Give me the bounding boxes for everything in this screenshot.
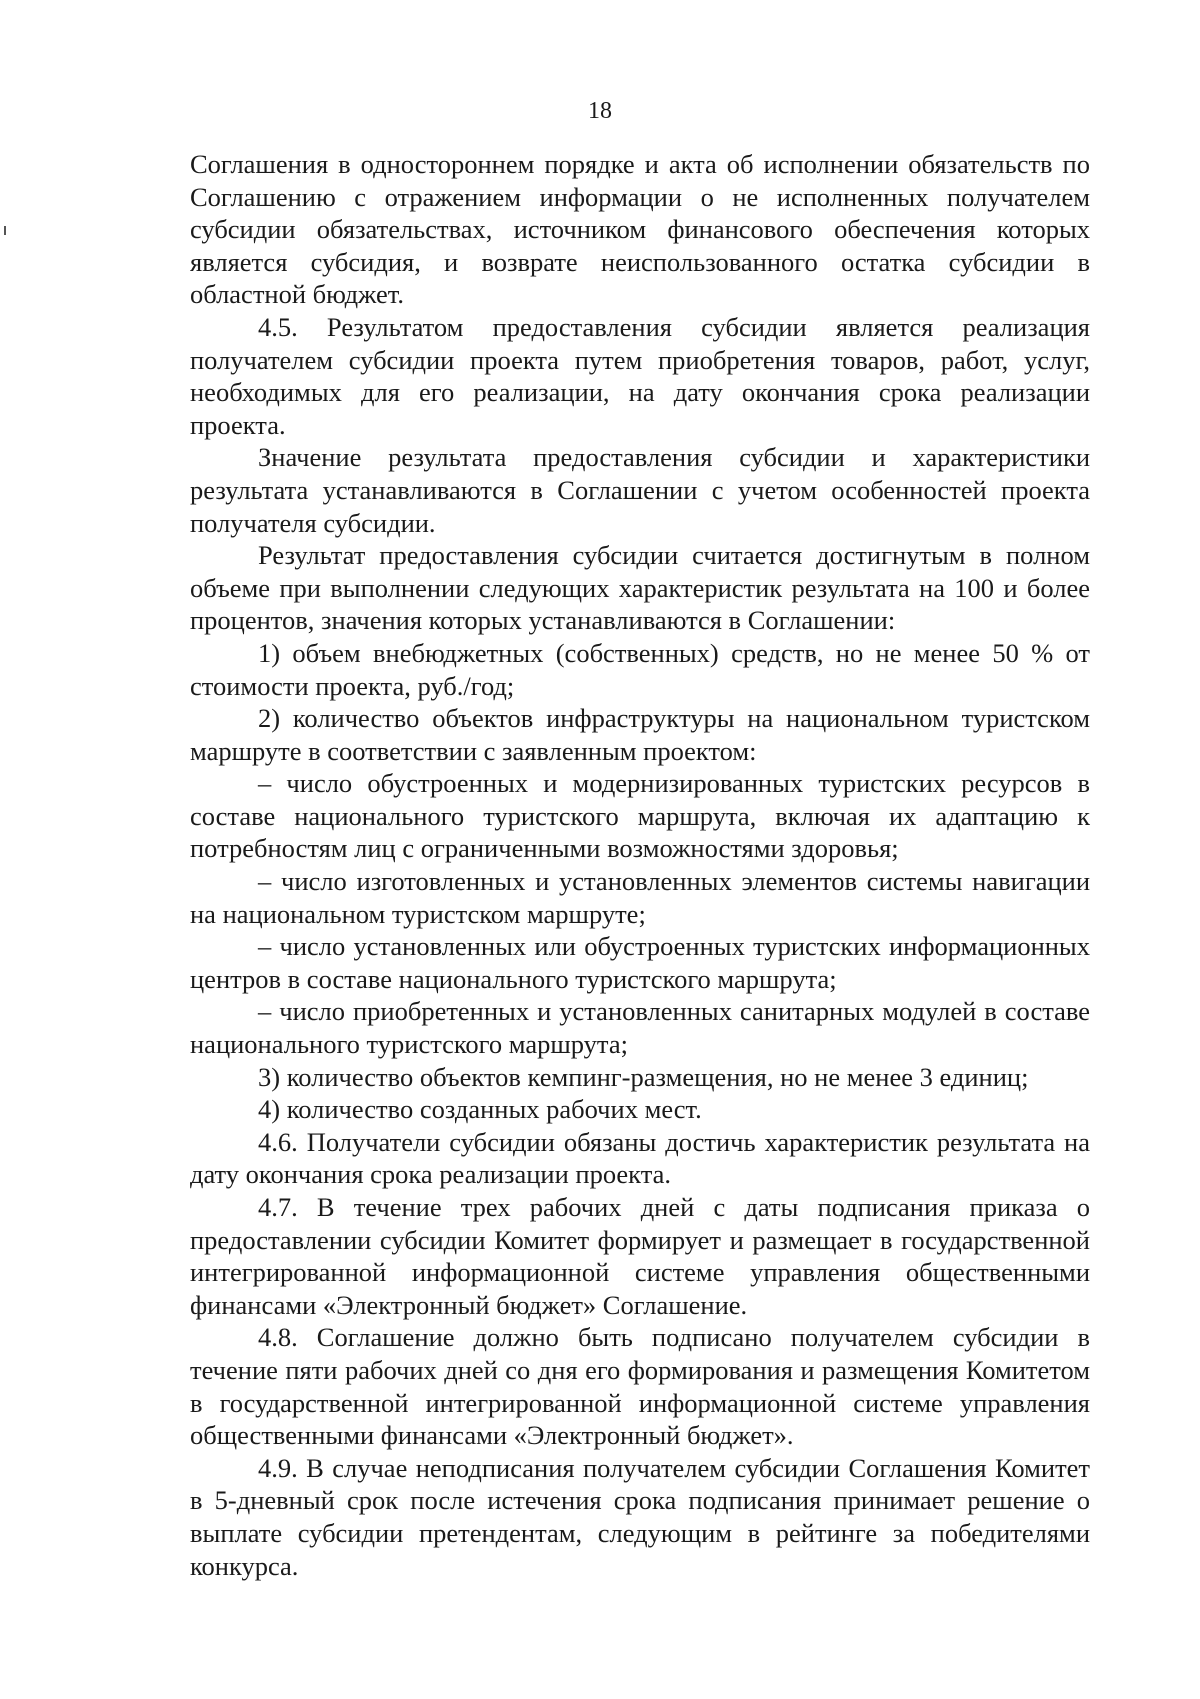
paragraph: – число приобретенных и установленных санитарных модулей в составе национального туристского маршрута; [190, 996, 1090, 1060]
paragraph: 2) количество объектов инфраструктуры на национальном туристском маршруте в соответствии с заявленным проектом: [190, 703, 1090, 766]
paragraph: Соглашения в одностороннем порядке и акта об исполнении обязательств по Соглашению с отражением информации о не исполненных получателем субсидии обязательствах, источником финансового обеспечения которых является субсидия, и возврате неиспользованного остатка субсидии в областной бюджет. [190, 149, 1090, 310]
paragraph: 4.7. В течение трех рабочих дней с даты подписания приказа о предоставлении субсидии Комитет формирует и размещает в государственной интегрированной информационной системе управления общественными финансами «Электронный бюджет» Соглашение. [190, 1192, 1090, 1320]
document-body [190, 148, 1090, 1582]
paragraph: – число изготовленных и установленных элементов системы навигации на национальном туристском маршруте; [190, 866, 1090, 929]
paragraph: 3) количество объектов кемпинг-размещения, но не менее 3 единиц; [258, 1061, 1029, 1092]
page-number: 18 [588, 98, 612, 124]
paragraph: 4) количество созданных рабочих мест. [258, 1094, 702, 1125]
paragraph: Результат предоставления субсидии считается достигнутым в полном объеме при выполнении следующих характеристик результата на 100 и более процентов, значения которых устанавливаются в Соглашении: [190, 540, 1090, 636]
paragraph: 4.6. Получатели субсидии обязаны достичь характеристик результата на дату окончания срока реализации проекта. [190, 1126, 1090, 1190]
paragraph: 4.8. Соглашение должно быть подписано получателем субсидии в течение пяти рабочих дней со дня его формирования и размещения Комитетом в государственной интегрированной информационной системе управления общественными финансами «Электронный бюджет». [190, 1322, 1090, 1451]
paragraph: 4.9. В случае неподписания получателем субсидии Соглашения Комитет в 5-дневный срок после истечения срока подписания принимает решение о выплате субсидии претендентам, следующим в рейтинге за победителями конкурса. [190, 1452, 1090, 1581]
scan-edge-mark [4, 226, 6, 235]
paragraph: – число обустроенных и модернизированных туристских ресурсов в составе национального туристского маршрута, включая их адаптацию к потребностям лиц с ограниченными возможностями здоровья; [190, 768, 1090, 864]
paragraph: – число установленных или обустроенных туристских информационных центров в составе национального туристского маршрута; [190, 931, 1090, 994]
paragraph: 4.5. Результатом предоставления субсидии является реализация получателем субсидии проекта путем приобретения товаров, работ, услуг, необходимых для его реализации, на дату окончания срока реализации проекта. [190, 311, 1090, 440]
paragraph: Значение результата предоставления субсидии и характеристики результата устанавливаются в Соглашении с учетом особенностей проекта получателя субсидии. [190, 442, 1090, 538]
paragraph: 1) объем внебюджетных (собственных) средств, но не менее 50 % от стоимости проекта, руб./год; [190, 637, 1090, 701]
